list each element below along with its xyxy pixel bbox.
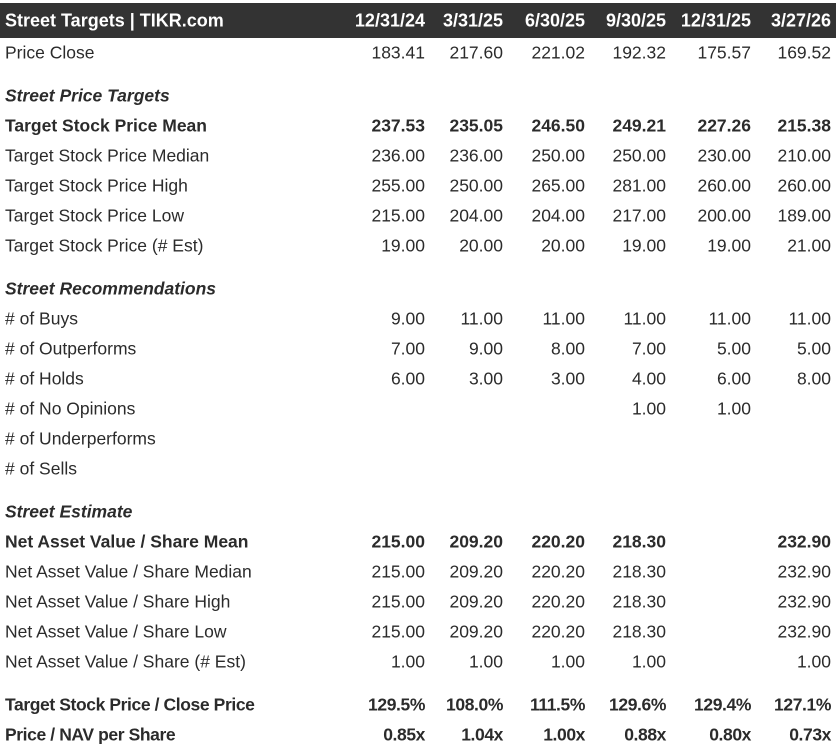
street-targets-table xyxy=(0,3,836,750)
table-row-target-close-ratio xyxy=(0,690,836,720)
cell: 8.00 xyxy=(550,338,585,359)
cell: 218.30 xyxy=(612,591,666,612)
table-row xyxy=(0,587,836,617)
cell: 9.00 xyxy=(390,308,425,329)
row-label: Net Asset Value / Share Mean xyxy=(5,531,249,552)
row-label: Net Asset Value / Share High xyxy=(5,591,231,612)
cell: 227.26 xyxy=(697,115,751,136)
cell: 1.00 xyxy=(631,651,666,672)
cell: 5.00 xyxy=(716,338,751,359)
row-label: Target Stock Price (# Est) xyxy=(5,235,204,256)
row-label: # of Underperforms xyxy=(5,428,156,449)
cell: 1.00 xyxy=(468,651,503,672)
cell: 236.00 xyxy=(449,145,503,166)
cell: 21.00 xyxy=(787,235,831,256)
cell: 218.30 xyxy=(612,621,666,642)
cell: 11.00 xyxy=(788,308,831,329)
row-label: # of No Opinions xyxy=(5,398,136,419)
cell: 0.88x xyxy=(624,724,666,745)
table-row xyxy=(0,171,836,201)
cell: 3.00 xyxy=(550,368,585,389)
table-row-price-close xyxy=(0,38,836,68)
cell: 111.5% xyxy=(529,694,585,715)
cell: 20.00 xyxy=(541,235,585,256)
column-header: 12/31/25 xyxy=(680,10,751,30)
table-row xyxy=(0,364,836,394)
column-header: 9/30/25 xyxy=(605,10,666,30)
table-row xyxy=(0,334,836,364)
spacer xyxy=(0,68,836,81)
row-label: # of Buys xyxy=(5,308,78,329)
cell: 215.00 xyxy=(371,591,425,612)
cell: 210.00 xyxy=(777,145,831,166)
row-label: Target Stock Price High xyxy=(5,175,188,196)
cell: 175.57 xyxy=(697,42,751,63)
row-label: Target Stock Price Mean xyxy=(5,115,207,136)
table-row xyxy=(0,647,836,677)
cell: 220.20 xyxy=(531,531,585,552)
cell: 237.53 xyxy=(371,115,425,136)
table-row xyxy=(0,111,836,141)
section-header-estimate xyxy=(0,497,836,527)
cell: 215.00 xyxy=(371,561,425,582)
cell: 204.00 xyxy=(449,205,503,226)
cell: 250.00 xyxy=(612,145,666,166)
cell: 221.02 xyxy=(531,42,585,63)
row-label: # of Holds xyxy=(5,368,84,389)
table-row xyxy=(0,527,836,557)
section-header-price-targets xyxy=(0,81,836,111)
cell: 19.00 xyxy=(707,235,751,256)
row-label: Net Asset Value / Share (# Est) xyxy=(5,651,246,672)
section-header-recommendations xyxy=(0,274,836,304)
cell: 4.00 xyxy=(631,368,666,389)
table-title: Street Targets | TIKR.com xyxy=(5,10,224,30)
cell: 1.00 xyxy=(716,398,751,419)
cell: 19.00 xyxy=(381,235,425,256)
cell: 1.00 xyxy=(550,651,585,672)
cell: 215.38 xyxy=(777,115,831,136)
cell: 281.00 xyxy=(612,175,666,196)
cell: 209.20 xyxy=(449,531,503,552)
cell: 230.00 xyxy=(697,145,751,166)
column-header: 6/30/25 xyxy=(524,10,585,30)
row-label: # of Outperforms xyxy=(5,338,137,359)
row-label: Target Stock Price / Close Price xyxy=(5,694,255,715)
table-header xyxy=(0,3,836,38)
cell: 249.21 xyxy=(612,115,666,136)
cell: 7.00 xyxy=(631,338,666,359)
cell: 108.0% xyxy=(446,694,503,715)
cell: 6.00 xyxy=(716,368,751,389)
cell: 129.6% xyxy=(609,694,666,715)
cell: 218.30 xyxy=(612,531,666,552)
cell: 215.00 xyxy=(371,531,425,552)
spacer xyxy=(0,677,836,690)
table-row-price-nav-ratio xyxy=(0,720,836,750)
cell: 6.00 xyxy=(390,368,425,389)
cell: 250.00 xyxy=(531,145,585,166)
cell: 260.00 xyxy=(697,175,751,196)
column-header: 3/31/25 xyxy=(442,10,503,30)
cell: 260.00 xyxy=(777,175,831,196)
cell: 215.00 xyxy=(371,205,425,226)
column-header: 3/27/26 xyxy=(770,10,831,30)
cell: 129.4% xyxy=(694,694,751,715)
cell: 1.00 xyxy=(390,651,425,672)
cell: 204.00 xyxy=(531,205,585,226)
row-label: Price / NAV per Share xyxy=(5,724,176,745)
row-label: Target Stock Price Low xyxy=(5,205,184,226)
section-title: Street Recommendations xyxy=(5,278,217,299)
cell: 0.80x xyxy=(709,724,751,745)
cell: 1.00 xyxy=(796,651,831,672)
table-row xyxy=(0,201,836,231)
row-label: Price Close xyxy=(5,42,95,63)
section-title: Street Price Targets xyxy=(5,85,170,106)
cell: 11.00 xyxy=(708,308,751,329)
cell: 232.90 xyxy=(777,531,831,552)
cell: 209.20 xyxy=(449,561,503,582)
row-label: Net Asset Value / Share Median xyxy=(5,561,252,582)
cell: 129.5% xyxy=(368,694,425,715)
cell: 11.00 xyxy=(460,308,503,329)
cell: 3.00 xyxy=(468,368,503,389)
cell: 11.00 xyxy=(623,308,666,329)
spacer xyxy=(0,261,836,274)
cell: 255.00 xyxy=(371,175,425,196)
cell: 200.00 xyxy=(697,205,751,226)
table-row xyxy=(0,557,836,587)
cell: 217.60 xyxy=(449,42,503,63)
cell: 220.20 xyxy=(531,561,585,582)
cell: 246.50 xyxy=(531,115,585,136)
cell: 232.90 xyxy=(777,591,831,612)
cell: 0.73x xyxy=(789,724,831,745)
cell: 265.00 xyxy=(531,175,585,196)
column-header: 12/31/24 xyxy=(354,10,425,30)
cell: 1.04x xyxy=(461,724,503,745)
table-row xyxy=(0,617,836,647)
cell: 20.00 xyxy=(459,235,503,256)
cell: 220.20 xyxy=(531,621,585,642)
table-row xyxy=(0,231,836,261)
cell: 7.00 xyxy=(390,338,425,359)
cell: 1.00 xyxy=(631,398,666,419)
cell: 1.00x xyxy=(543,724,585,745)
cell: 218.30 xyxy=(612,561,666,582)
cell: 192.32 xyxy=(612,42,666,63)
cell: 5.00 xyxy=(796,338,831,359)
cell: 169.52 xyxy=(777,42,831,63)
cell: 232.90 xyxy=(777,561,831,582)
cell: 209.20 xyxy=(449,591,503,612)
row-label: Net Asset Value / Share Low xyxy=(5,621,227,642)
spacer xyxy=(0,484,836,497)
table-row xyxy=(0,141,836,171)
cell: 235.05 xyxy=(449,115,503,136)
cell: 215.00 xyxy=(371,621,425,642)
cell: 8.00 xyxy=(796,368,831,389)
section-title: Street Estimate xyxy=(5,501,133,522)
cell: 127.1% xyxy=(774,694,831,715)
cell: 209.20 xyxy=(449,621,503,642)
cell: 250.00 xyxy=(449,175,503,196)
cell: 0.85x xyxy=(383,724,425,745)
cell: 232.90 xyxy=(777,621,831,642)
table-row xyxy=(0,424,836,454)
cell: 11.00 xyxy=(542,308,585,329)
row-label: Target Stock Price Median xyxy=(5,145,210,166)
table-row xyxy=(0,304,836,334)
cell: 217.00 xyxy=(612,205,666,226)
cell: 189.00 xyxy=(777,205,831,226)
table-row xyxy=(0,454,836,484)
cell: 220.20 xyxy=(531,591,585,612)
cell: 183.41 xyxy=(371,42,425,63)
cell: 9.00 xyxy=(468,338,503,359)
cell: 19.00 xyxy=(622,235,666,256)
table-row xyxy=(0,394,836,424)
row-label: # of Sells xyxy=(5,458,77,479)
cell: 236.00 xyxy=(371,145,425,166)
